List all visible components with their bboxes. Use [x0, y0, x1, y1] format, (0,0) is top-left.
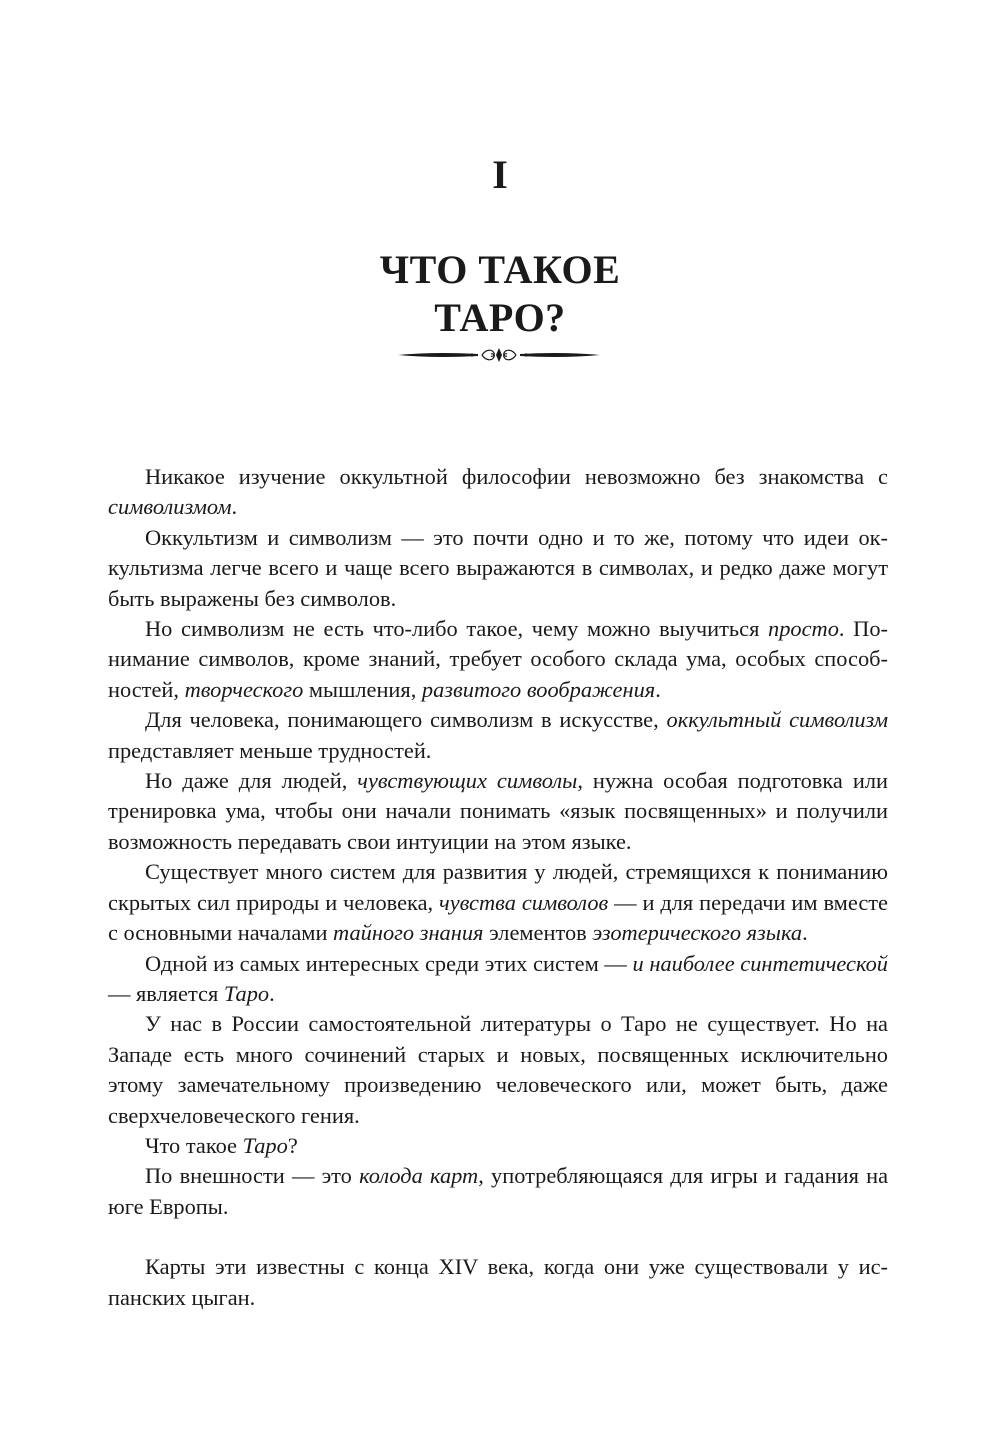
italic-emphasis: Таро	[223, 980, 270, 1006]
paragraph	[108, 857, 888, 948]
text-run: .	[231, 494, 238, 520]
italic-emphasis: чувства символов	[439, 889, 609, 915]
italic-emphasis: символизмом	[108, 494, 232, 520]
text-run: Для человека, понимающего символизм в искусстве,	[145, 707, 667, 733]
text-run: мышления,	[303, 676, 422, 702]
text-run: Оккультизм и символизм — это почти одно и то же, потому что идеи оккультизма легче всего и чаще всего выражаются в символах, и редко даже могут быть выражены без символов.	[108, 524, 888, 611]
chapter-number: I	[492, 152, 508, 197]
italic-emphasis: эзотерического языка	[592, 920, 803, 946]
text-run: , нужна особая подготовка или тренировка ума, чтобы они начали понимать «язык посвященных» и получили возможность передавать свои интуиции на этом языке.	[108, 768, 888, 854]
decorative-divider-ornament	[396, 344, 602, 366]
text-run: Но символизм не есть что-либо такое, чему можно выучиться	[145, 616, 769, 642]
paragraph	[108, 705, 888, 766]
text-run: Существует много систем для развития у людей, стремящихся к пониманию скрытых сил природы и человека,	[108, 859, 888, 915]
text-run: элементов	[483, 920, 593, 946]
paragraph	[108, 462, 888, 523]
text-run: .	[269, 980, 275, 1006]
chapter-title	[0, 246, 1000, 342]
paragraph	[108, 1252, 888, 1313]
italic-emphasis: чувствующих символы	[357, 768, 578, 794]
italic-emphasis: колода карт	[359, 1163, 479, 1189]
chapter-title-line-2: ТАРО?	[434, 295, 566, 340]
paragraph	[108, 766, 888, 857]
italic-emphasis: тайного знания	[333, 920, 484, 946]
italic-emphasis: просто	[768, 616, 839, 642]
paragraph	[108, 949, 888, 1010]
text-run: .	[802, 920, 808, 946]
text-run: представляет меньше трудностей.	[108, 737, 432, 763]
body-text	[108, 462, 888, 1313]
text-run: ?	[287, 1132, 298, 1158]
chapter-title-line-1: ЧТО ТАКОЕ	[379, 247, 621, 292]
paragraph	[108, 523, 888, 614]
text-run: По внешности — это	[145, 1163, 360, 1189]
text-run: Но даже для людей,	[145, 768, 358, 794]
text-run: У нас в России самостоятельной литературы о Таро не существует. Но на Западе есть много сочинений старых и новых, посвященных исключительно этому замечательному произведению человеческого или, может быть, даже сверхчеловеческого гения.	[108, 1011, 888, 1128]
italic-emphasis: оккультный символизм	[666, 707, 889, 733]
text-run: . Понимание символов, кроме знаний, требует особого склада ума, особых способностей,	[108, 616, 888, 702]
italic-emphasis: и наиболее синтетической	[632, 950, 888, 976]
text-run: , употребляющаяся для игры и гадания на юге Европы.	[108, 1163, 889, 1219]
text-run: Никакое изучение оккультной философии невозможно без знакомства с	[145, 464, 888, 489]
italic-emphasis: развитого воображения	[421, 676, 656, 702]
text-run: Карты эти известны с конца XIV века, когда они уже существовали у испанских цыган.	[108, 1254, 888, 1310]
text-run: .	[655, 676, 661, 702]
italic-emphasis: Таро	[242, 1132, 288, 1158]
text-run: — является	[108, 980, 224, 1006]
italic-emphasis: творческого	[184, 676, 304, 702]
text-run: Одной из самых интересных среди этих систем —	[145, 950, 633, 976]
paragraph	[108, 614, 888, 705]
text-run: — и для передачи им вместе с основными началами	[108, 889, 888, 946]
paragraph	[108, 1009, 888, 1131]
text-run: Что такое	[145, 1132, 243, 1158]
paragraph	[108, 1161, 888, 1222]
paragraph	[108, 1131, 888, 1161]
